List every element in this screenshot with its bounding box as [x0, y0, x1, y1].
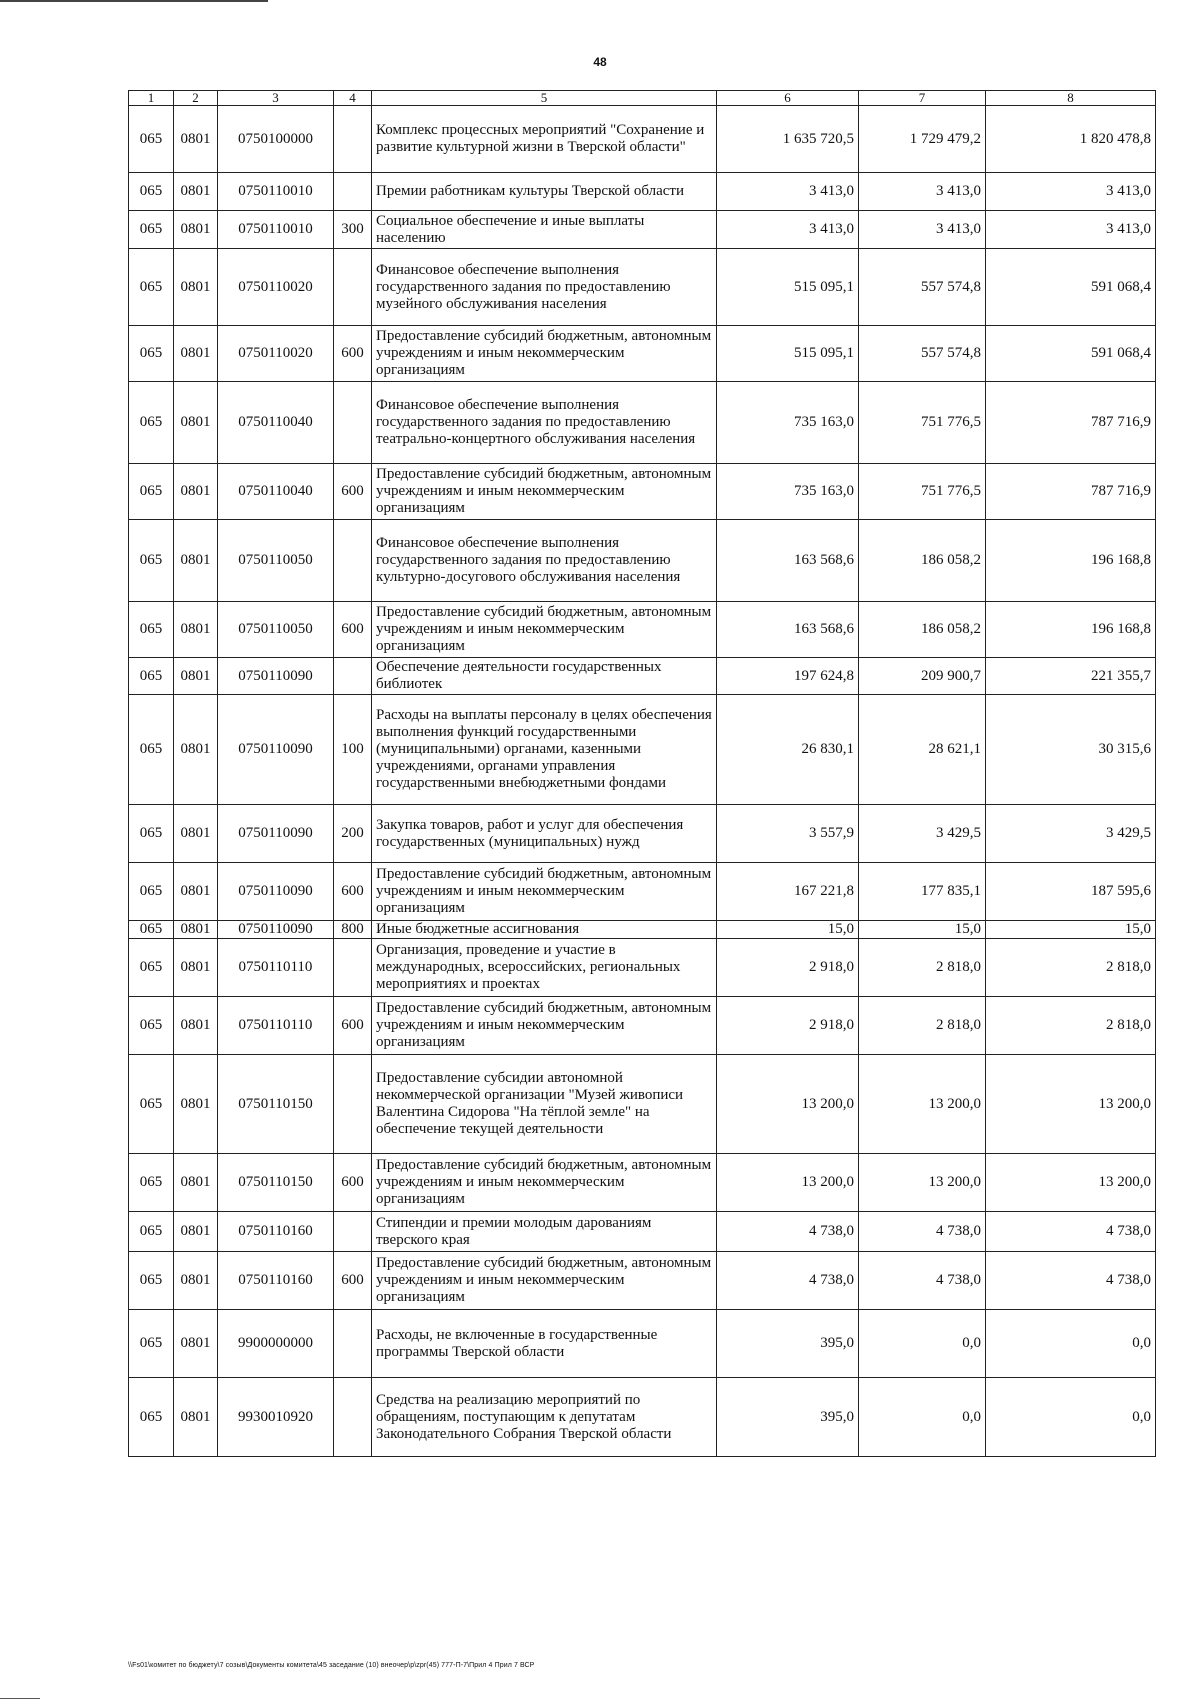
expense-type-cell	[334, 382, 372, 464]
expense-type-cell: 800	[334, 921, 372, 939]
header-row	[129, 91, 1156, 106]
expense-type-cell	[334, 173, 372, 211]
target-article-cell: 0750110090	[218, 695, 334, 805]
table-row	[129, 695, 1156, 805]
amount-year1-cell: 26 830,1	[717, 695, 859, 805]
section-code-cell: 0801	[174, 249, 218, 326]
expense-type-cell	[334, 1212, 372, 1252]
amount-year2-cell: 13 200,0	[859, 1154, 986, 1212]
target-article-cell: 0750110040	[218, 382, 334, 464]
table-row	[129, 1310, 1156, 1378]
section-code-cell: 0801	[174, 1055, 218, 1154]
section-code-cell: 0801	[174, 1154, 218, 1212]
amount-year2-cell: 209 900,7	[859, 658, 986, 695]
expense-type-cell: 600	[334, 1252, 372, 1310]
description-cell: Предоставление субсидий бюджетным, автономным учреждениям и иным некоммерческим организациям	[372, 1252, 717, 1310]
expense-type-cell	[334, 1310, 372, 1378]
expense-type-cell: 600	[334, 602, 372, 658]
section-code-cell: 0801	[174, 695, 218, 805]
admin-code-cell: 065	[129, 602, 174, 658]
amount-year2-cell: 4 738,0	[859, 1252, 986, 1310]
admin-code-cell: 065	[129, 464, 174, 520]
description-cell: Расходы, не включенные в государственные программы Тверской области	[372, 1310, 717, 1378]
description-cell: Предоставление субсидий бюджетным, автономным учреждениям и иным некоммерческим организациям	[372, 464, 717, 520]
target-article-cell: 0750100000	[218, 106, 334, 173]
amount-year1-cell: 2 918,0	[717, 997, 859, 1055]
amount-year3-cell: 591 068,4	[986, 249, 1156, 326]
target-article-cell: 0750110020	[218, 326, 334, 382]
description-cell: Иные бюджетные ассигнования	[372, 921, 717, 939]
description-cell: Предоставление субсидий бюджетным, автономным учреждениям и иным некоммерческим организациям	[372, 602, 717, 658]
amount-year3-cell: 3 429,5	[986, 805, 1156, 863]
amount-year1-cell: 3 413,0	[717, 173, 859, 211]
amount-year2-cell: 557 574,8	[859, 326, 986, 382]
table-row	[129, 658, 1156, 695]
target-article-cell: 0750110050	[218, 520, 334, 602]
amount-year1-cell: 395,0	[717, 1378, 859, 1457]
amount-year2-cell: 3 413,0	[859, 211, 986, 249]
table-row	[129, 249, 1156, 326]
amount-year1-cell: 163 568,6	[717, 520, 859, 602]
admin-code-cell: 065	[129, 1378, 174, 1457]
admin-code-cell: 065	[129, 520, 174, 602]
table-row	[129, 1055, 1156, 1154]
table-row	[129, 1154, 1156, 1212]
amount-year2-cell: 186 058,2	[859, 520, 986, 602]
amount-year1-cell: 13 200,0	[717, 1154, 859, 1212]
amount-year3-cell: 4 738,0	[986, 1252, 1156, 1310]
amount-year3-cell: 3 413,0	[986, 173, 1156, 211]
header-cell: 5	[372, 91, 717, 106]
amount-year1-cell: 197 624,8	[717, 658, 859, 695]
section-code-cell: 0801	[174, 863, 218, 921]
amount-year2-cell: 751 776,5	[859, 382, 986, 464]
amount-year3-cell: 591 068,4	[986, 326, 1156, 382]
amount-year2-cell: 28 621,1	[859, 695, 986, 805]
table-row	[129, 1252, 1156, 1310]
table-row	[129, 805, 1156, 863]
expense-type-cell: 600	[334, 1154, 372, 1212]
target-article-cell: 0750110150	[218, 1055, 334, 1154]
admin-code-cell: 065	[129, 1154, 174, 1212]
amount-year2-cell: 1 729 479,2	[859, 106, 986, 173]
target-article-cell: 0750110050	[218, 602, 334, 658]
header-cell: 4	[334, 91, 372, 106]
table-row	[129, 863, 1156, 921]
expense-type-cell	[334, 520, 372, 602]
amount-year1-cell: 2 918,0	[717, 939, 859, 997]
table-row	[129, 326, 1156, 382]
admin-code-cell: 065	[129, 1252, 174, 1310]
admin-code-cell: 065	[129, 326, 174, 382]
section-code-cell: 0801	[174, 1252, 218, 1310]
top-rule	[0, 0, 268, 2]
admin-code-cell: 065	[129, 997, 174, 1055]
section-code-cell: 0801	[174, 805, 218, 863]
target-article-cell: 0750110010	[218, 211, 334, 249]
table-row	[129, 382, 1156, 464]
amount-year3-cell: 30 315,6	[986, 695, 1156, 805]
amount-year1-cell: 3 413,0	[717, 211, 859, 249]
table-row	[129, 173, 1156, 211]
amount-year3-cell: 2 818,0	[986, 939, 1156, 997]
description-cell: Финансовое обеспечение выполнения государственного задания по предоставлению театрально-концертного обслуживания населения	[372, 382, 717, 464]
target-article-cell: 9900000000	[218, 1310, 334, 1378]
amount-year3-cell: 3 413,0	[986, 211, 1156, 249]
amount-year2-cell: 177 835,1	[859, 863, 986, 921]
amount-year1-cell: 4 738,0	[717, 1252, 859, 1310]
amount-year2-cell: 2 818,0	[859, 939, 986, 997]
amount-year2-cell: 15,0	[859, 921, 986, 939]
header-cell: 1	[129, 91, 174, 106]
section-code-cell: 0801	[174, 602, 218, 658]
section-code-cell: 0801	[174, 211, 218, 249]
amount-year2-cell: 557 574,8	[859, 249, 986, 326]
amount-year3-cell: 2 818,0	[986, 997, 1156, 1055]
admin-code-cell: 065	[129, 658, 174, 695]
amount-year3-cell: 196 168,8	[986, 602, 1156, 658]
expense-type-cell: 100	[334, 695, 372, 805]
admin-code-cell: 065	[129, 939, 174, 997]
table-row	[129, 939, 1156, 997]
description-cell: Организация, проведение и участие в международных, всероссийских, региональных мероприятиях и проектах	[372, 939, 717, 997]
description-cell: Обеспечение деятельности государственных библиотек	[372, 658, 717, 695]
description-cell: Предоставление субсидий бюджетным, автономным учреждениям и иным некоммерческим организациям	[372, 1154, 717, 1212]
description-cell: Средства на реализацию мероприятий по обращениям, поступающим к депутатам Законодательного Собрания Тверской области	[372, 1378, 717, 1457]
amount-year3-cell: 0,0	[986, 1310, 1156, 1378]
table-row	[129, 921, 1156, 939]
description-cell: Комплекс процессных мероприятий "Сохранение и развитие культурной жизни в Тверской области"	[372, 106, 717, 173]
amount-year3-cell: 4 738,0	[986, 1212, 1156, 1252]
admin-code-cell: 065	[129, 249, 174, 326]
section-code-cell: 0801	[174, 1310, 218, 1378]
description-cell: Расходы на выплаты персоналу в целях обеспечения выполнения функций государственными (муниципальными) органами, казенными учреждениями, органами управления государственными внебюджетными фондами	[372, 695, 717, 805]
amount-year2-cell: 13 200,0	[859, 1055, 986, 1154]
amount-year2-cell: 0,0	[859, 1378, 986, 1457]
target-article-cell: 0750110010	[218, 173, 334, 211]
section-code-cell: 0801	[174, 382, 218, 464]
expense-type-cell	[334, 939, 372, 997]
amount-year1-cell: 515 095,1	[717, 249, 859, 326]
amount-year3-cell: 15,0	[986, 921, 1156, 939]
description-cell: Предоставление субсидий бюджетным, автономным учреждениям и иным некоммерческим организациям	[372, 997, 717, 1055]
amount-year1-cell: 163 568,6	[717, 602, 859, 658]
admin-code-cell: 065	[129, 1310, 174, 1378]
amount-year3-cell: 0,0	[986, 1378, 1156, 1457]
section-code-cell: 0801	[174, 997, 218, 1055]
table-row	[129, 464, 1156, 520]
expense-type-cell	[334, 1378, 372, 1457]
admin-code-cell: 065	[129, 173, 174, 211]
table-row	[129, 997, 1156, 1055]
description-cell: Стипендии и премии молодым дарованиям тверского края	[372, 1212, 717, 1252]
expense-type-cell: 600	[334, 326, 372, 382]
expense-type-cell: 300	[334, 211, 372, 249]
table-row	[129, 1212, 1156, 1252]
header-cell: 2	[174, 91, 218, 106]
section-code-cell: 0801	[174, 464, 218, 520]
admin-code-cell: 065	[129, 106, 174, 173]
table-body	[129, 106, 1156, 1457]
admin-code-cell: 065	[129, 921, 174, 939]
target-article-cell: 0750110110	[218, 939, 334, 997]
description-cell: Предоставление субсидий бюджетным, автономным учреждениям и иным некоммерческим организациям	[372, 326, 717, 382]
description-cell: Предоставление субсидии автономной некоммерческой организации "Музей живописи Валентина Сидорова "На тёплой земле" на обеспечение текущей деятельности	[372, 1055, 717, 1154]
amount-year2-cell: 186 058,2	[859, 602, 986, 658]
amount-year1-cell: 735 163,0	[717, 464, 859, 520]
target-article-cell: 0750110090	[218, 805, 334, 863]
expense-type-cell	[334, 1055, 372, 1154]
amount-year2-cell: 2 818,0	[859, 997, 986, 1055]
section-code-cell: 0801	[174, 1212, 218, 1252]
target-article-cell: 0750110090	[218, 921, 334, 939]
admin-code-cell: 065	[129, 211, 174, 249]
description-cell: Предоставление субсидий бюджетным, автономным учреждениям и иным некоммерческим организациям	[372, 863, 717, 921]
section-code-cell: 0801	[174, 520, 218, 602]
target-article-cell: 0750110160	[218, 1212, 334, 1252]
amount-year1-cell: 515 095,1	[717, 326, 859, 382]
target-article-cell: 0750110040	[218, 464, 334, 520]
target-article-cell: 0750110090	[218, 863, 334, 921]
section-code-cell: 0801	[174, 1378, 218, 1457]
description-cell: Социальное обеспечение и иные выплаты населению	[372, 211, 717, 249]
amount-year2-cell: 3 429,5	[859, 805, 986, 863]
amount-year1-cell: 4 738,0	[717, 1212, 859, 1252]
header-cell: 3	[218, 91, 334, 106]
amount-year3-cell: 13 200,0	[986, 1154, 1156, 1212]
amount-year3-cell: 13 200,0	[986, 1055, 1156, 1154]
expense-type-cell: 600	[334, 997, 372, 1055]
description-cell: Финансовое обеспечение выполнения государственного задания по предоставлению музейного обслуживания населения	[372, 249, 717, 326]
bottom-rule	[0, 1698, 40, 1699]
expense-type-cell: 600	[334, 863, 372, 921]
section-code-cell: 0801	[174, 173, 218, 211]
amount-year1-cell: 3 557,9	[717, 805, 859, 863]
budget-table	[128, 90, 1156, 1457]
table-row	[129, 106, 1156, 173]
file-path-footer: \\Fs01\комитет по бюджету\7 созыв\Документы комитета\45 заседание (10) внеочер\p\zpr(45) 777-П-7\Прил 4 Прил 7 ВСР	[128, 1662, 535, 1669]
expense-type-cell: 200	[334, 805, 372, 863]
amount-year1-cell: 15,0	[717, 921, 859, 939]
admin-code-cell: 065	[129, 695, 174, 805]
amount-year2-cell: 751 776,5	[859, 464, 986, 520]
amount-year2-cell: 4 738,0	[859, 1212, 986, 1252]
description-cell: Финансовое обеспечение выполнения государственного задания по предоставлению культурно-досугового обслуживания населения	[372, 520, 717, 602]
amount-year3-cell: 787 716,9	[986, 382, 1156, 464]
admin-code-cell: 065	[129, 1055, 174, 1154]
amount-year2-cell: 0,0	[859, 1310, 986, 1378]
expense-type-cell	[334, 249, 372, 326]
description-cell: Премии работникам культуры Тверской области	[372, 173, 717, 211]
amount-year1-cell: 735 163,0	[717, 382, 859, 464]
table-row	[129, 1378, 1156, 1457]
page-number: 48	[593, 55, 607, 69]
expense-type-cell	[334, 106, 372, 173]
amount-year1-cell: 13 200,0	[717, 1055, 859, 1154]
admin-code-cell: 065	[129, 863, 174, 921]
table-row	[129, 602, 1156, 658]
section-code-cell: 0801	[174, 658, 218, 695]
admin-code-cell: 065	[129, 805, 174, 863]
target-article-cell: 0750110090	[218, 658, 334, 695]
amount-year3-cell: 221 355,7	[986, 658, 1156, 695]
amount-year1-cell: 395,0	[717, 1310, 859, 1378]
header-cell: 7	[859, 91, 986, 106]
expense-type-cell: 600	[334, 464, 372, 520]
amount-year3-cell: 1 820 478,8	[986, 106, 1156, 173]
amount-year1-cell: 1 635 720,5	[717, 106, 859, 173]
amount-year2-cell: 3 413,0	[859, 173, 986, 211]
header-cell: 6	[717, 91, 859, 106]
target-article-cell: 0750110110	[218, 997, 334, 1055]
admin-code-cell: 065	[129, 382, 174, 464]
expense-type-cell	[334, 658, 372, 695]
table-row	[129, 520, 1156, 602]
amount-year3-cell: 187 595,6	[986, 863, 1156, 921]
target-article-cell: 0750110160	[218, 1252, 334, 1310]
admin-code-cell: 065	[129, 1212, 174, 1252]
section-code-cell: 0801	[174, 326, 218, 382]
section-code-cell: 0801	[174, 106, 218, 173]
table-row	[129, 211, 1156, 249]
target-article-cell: 9930010920	[218, 1378, 334, 1457]
amount-year1-cell: 167 221,8	[717, 863, 859, 921]
description-cell: Закупка товаров, работ и услуг для обеспечения государственных (муниципальных) нужд	[372, 805, 717, 863]
header-cell: 8	[986, 91, 1156, 106]
amount-year3-cell: 787 716,9	[986, 464, 1156, 520]
amount-year3-cell: 196 168,8	[986, 520, 1156, 602]
target-article-cell: 0750110020	[218, 249, 334, 326]
section-code-cell: 0801	[174, 939, 218, 997]
section-code-cell: 0801	[174, 921, 218, 939]
target-article-cell: 0750110150	[218, 1154, 334, 1212]
